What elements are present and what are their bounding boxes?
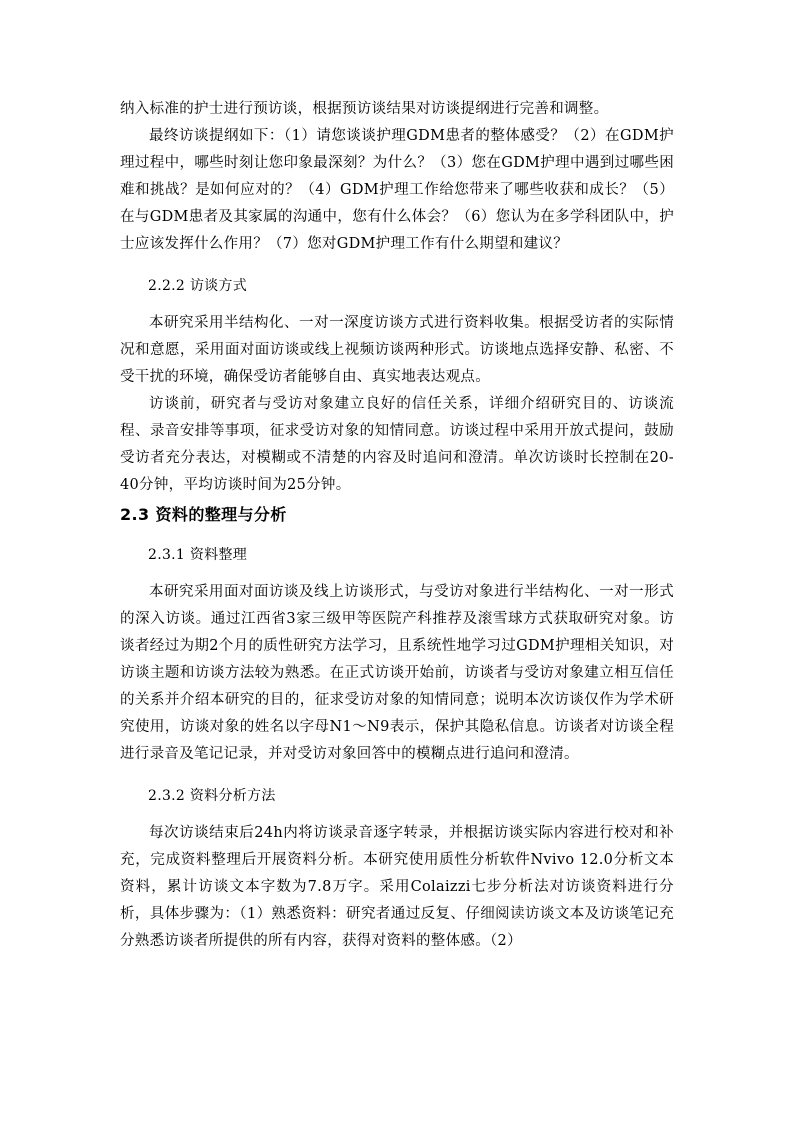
- paragraph-data-organization: 本研究采用面对面访谈及线上访谈形式，与受访对象进行半结构化、一对一形式的深入访谈。通过江西省3家三级甲等医院产科推荐及滚雪球方式获取研究对象。访谈者经过为期2个月的质性研究方法学习，且系统性地学习过GDM护理相关知识，对访谈主题和访谈方法较为熟悉。在正式访谈开始前，访谈者与受访对象建立相互信任的关系并介绍本研究的目的，征求受访对象的知情同意；说明本次访谈仅作为学术研究使用，访谈对象的姓名以字母N1～N9表示，保护其隐私信息。访谈者对访谈全程进行录音及笔记记录，并对受访对象回答中的模糊点进行追问和澄清。: [120, 584, 674, 762]
- heading-2-3: 2.3 资料的整理与分析: [120, 505, 287, 524]
- paragraph-interview-outline: 最终访谈提纲如下：（1）请您谈谈护理GDM患者的整体感受？（2）在GDM护理过程中，哪些时刻让您印象最深刻？为什么？（3）您在GDM护理中遇到过哪些困难和挑战？是如何应对的？（4）GDM护理工作给您带来了哪些收获和成长？（5）在与GDM患者及其家属的沟通中，您有什么体会？（6）您认为在多学科团队中，护士应该发挥什么作用？（7）您对GDM护理工作有什么期望和建议？: [120, 128, 674, 252]
- paragraph-continuation: 纳入标准的护士进行预访谈，根据预访谈结果对访谈提纲进行完善和调整。: [120, 101, 609, 117]
- heading-2-2-2: 2.2.2 访谈方式: [148, 278, 248, 294]
- heading-2-3-1: 2.3.1 资料整理: [148, 547, 248, 563]
- page-content: [120, 96, 674, 955]
- heading-2-3-2: 2.3.2 资料分析方法: [148, 788, 276, 804]
- paragraph-data-analysis: 每次访谈结束后24h内将访谈录音逐字转录，并根据访谈实际内容进行校对和补充，完成资料整理后开展资料分析。本研究使用质性分析软件Nvivo 12.0分析文本资料，累计访谈文本字数为7.8万字。采用Colaizzi七步分析法对访谈资料进行分析，具体步骤为：（1）熟悉资料：研究者通过反复、仔细阅读访谈文本及访谈笔记充分熟悉访谈者所提供的所有内容，获得对资料的整体感。（2）: [120, 825, 674, 949]
- paragraph-interview-procedure: 访谈前，研究者与受访对象建立良好的信任关系，详细介绍研究目的、访谈流程、录音安排等事项，征求受访对象的知情同意。访谈过程中采用开放式提问，鼓励受访者充分表达，对模糊或不清楚的内容及时追问和澄清。单次访谈时长控制在20-40分钟，平均访谈时间为25分钟。: [120, 396, 674, 493]
- paragraph-interview-method: 本研究采用半结构化、一对一深度访谈方式进行资料收集。根据受访者的实际情况和意愿，采用面对面访谈或线上视频访谈两种形式。访谈地点选择安静、私密、不受干扰的环境，确保受访者能够自由、真实地表达观点。: [120, 315, 674, 385]
